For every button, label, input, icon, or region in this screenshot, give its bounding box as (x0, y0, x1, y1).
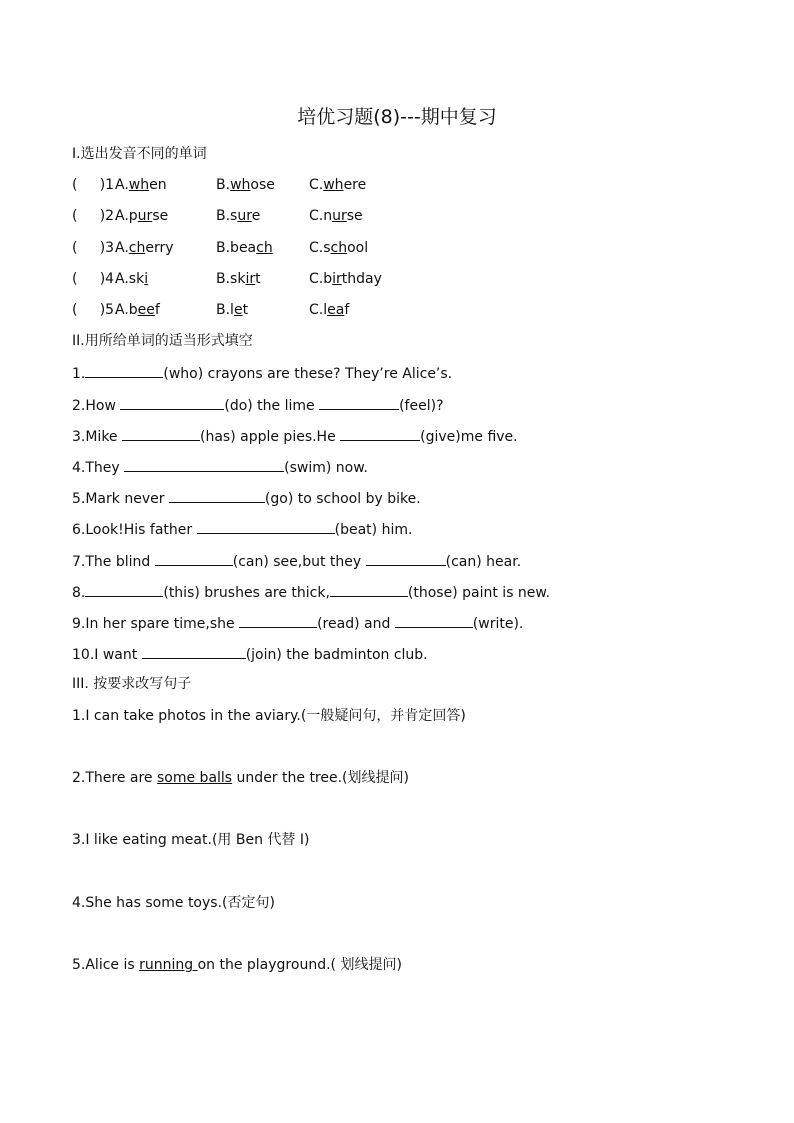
answer-blank[interactable] (120, 395, 224, 410)
rewrite-question-5: 5.Alice is running on the playground.( 划线提问) (72, 957, 402, 973)
underlined-letters: ir (245, 271, 256, 287)
fill-line-5: 5.Mark never (go) to school by bike. (72, 488, 421, 508)
answer-blank[interactable] (395, 613, 473, 628)
option-c: C.leaf (309, 302, 350, 318)
underlined-letters: wh (323, 177, 344, 193)
section-2-heading: II.用所给单词的适当形式填空 (72, 333, 253, 349)
underlined-letters: ch (256, 240, 273, 256)
underlined-letters: e (233, 302, 243, 318)
underlined-letters: wh (128, 177, 150, 193)
underlined-letters: ch (330, 240, 348, 256)
option-c: C.school (309, 240, 369, 256)
item-number[interactable]: ( )5. (72, 302, 119, 318)
section-3-heading: III. 按要求改写句子 (72, 676, 192, 692)
fill-line-1: 1. (who) crayons are these? They’re Alice’s. (72, 363, 452, 383)
item-number[interactable]: ( )1 (72, 177, 115, 193)
option-b: B.beach (216, 240, 273, 256)
rewrite-question-3: 3.I like eating meat.(用 Ben 代替 I) (72, 832, 310, 848)
underlined-letters: wh (230, 177, 251, 193)
underlined-letters: ur (237, 208, 252, 224)
section-1-heading: I.选出发音不同的单词 (72, 146, 207, 162)
option-c: C.where (309, 177, 367, 193)
fill-line-10: 10.I want (join) the badminton club. (72, 644, 428, 664)
answer-blank[interactable] (122, 426, 200, 441)
answer-blank[interactable] (319, 395, 399, 410)
answer-blank[interactable] (340, 426, 420, 441)
answer-blank[interactable] (155, 551, 233, 566)
rewrite-question-2: 2.There are some balls under the tree.(划线提问) (72, 770, 409, 786)
answer-blank[interactable] (85, 582, 163, 597)
answer-blank[interactable] (330, 582, 408, 597)
fill-line-4: 4.They (swim) now. (72, 457, 368, 477)
option-b: B.whose (216, 177, 275, 193)
answer-blank[interactable] (239, 613, 317, 628)
option-a: A.purse (115, 208, 169, 224)
underlined-letters: ch (128, 240, 146, 256)
fill-line-8: 8. (this) brushes are thick, (those) paint is new. (72, 582, 550, 602)
answer-blank[interactable] (169, 488, 265, 503)
fill-line-2: 2.How (do) the lime (feel)? (72, 395, 444, 415)
answer-blank[interactable] (85, 363, 163, 378)
answer-blank[interactable] (124, 457, 284, 472)
fill-line-9: 9.In her spare time,she (read) and (write). (72, 613, 523, 633)
option-b: B.skirt (216, 271, 261, 287)
option-a: A.when (115, 177, 167, 193)
option-b: B.let (216, 302, 249, 318)
underlined-letters: ea (327, 302, 345, 318)
item-number[interactable]: ( )3. (72, 240, 119, 256)
option-c: C.birthday (309, 271, 382, 287)
fill-line-7: 7.The blind (can) see,but they (can) hear. (72, 551, 521, 571)
underlined-letters: ur (332, 208, 347, 224)
option-a: A.cherry (115, 240, 174, 256)
page-title: 培优习题(8)---期中复习 (297, 106, 497, 128)
underlined-letters: ir (332, 271, 342, 287)
answer-blank[interactable] (366, 551, 446, 566)
item-number[interactable]: ( )2. (72, 208, 119, 224)
option-c: C.nurse (309, 208, 363, 224)
rewrite-question-4: 4.She has some toys.(否定句) (72, 895, 275, 911)
item-number[interactable]: ( )4. (72, 271, 119, 287)
underlined-letters: ur (137, 208, 153, 224)
option-b: B.sure (216, 208, 261, 224)
fill-line-6: 6.Look!His father (beat) him. (72, 519, 412, 539)
underlined-letters: i (144, 271, 149, 287)
answer-blank[interactable] (142, 644, 246, 659)
option-a: A.ski (115, 271, 149, 287)
rewrite-question-1: 1.I can take photos in the aviary.(一般疑问句，并肯定回答) (72, 708, 466, 724)
option-a: A.beef (115, 302, 160, 318)
answer-blank[interactable] (197, 519, 335, 534)
fill-line-3: 3.Mike (has) apple pies.He (give)me five. (72, 426, 518, 446)
underlined-letters: ee (137, 302, 155, 318)
